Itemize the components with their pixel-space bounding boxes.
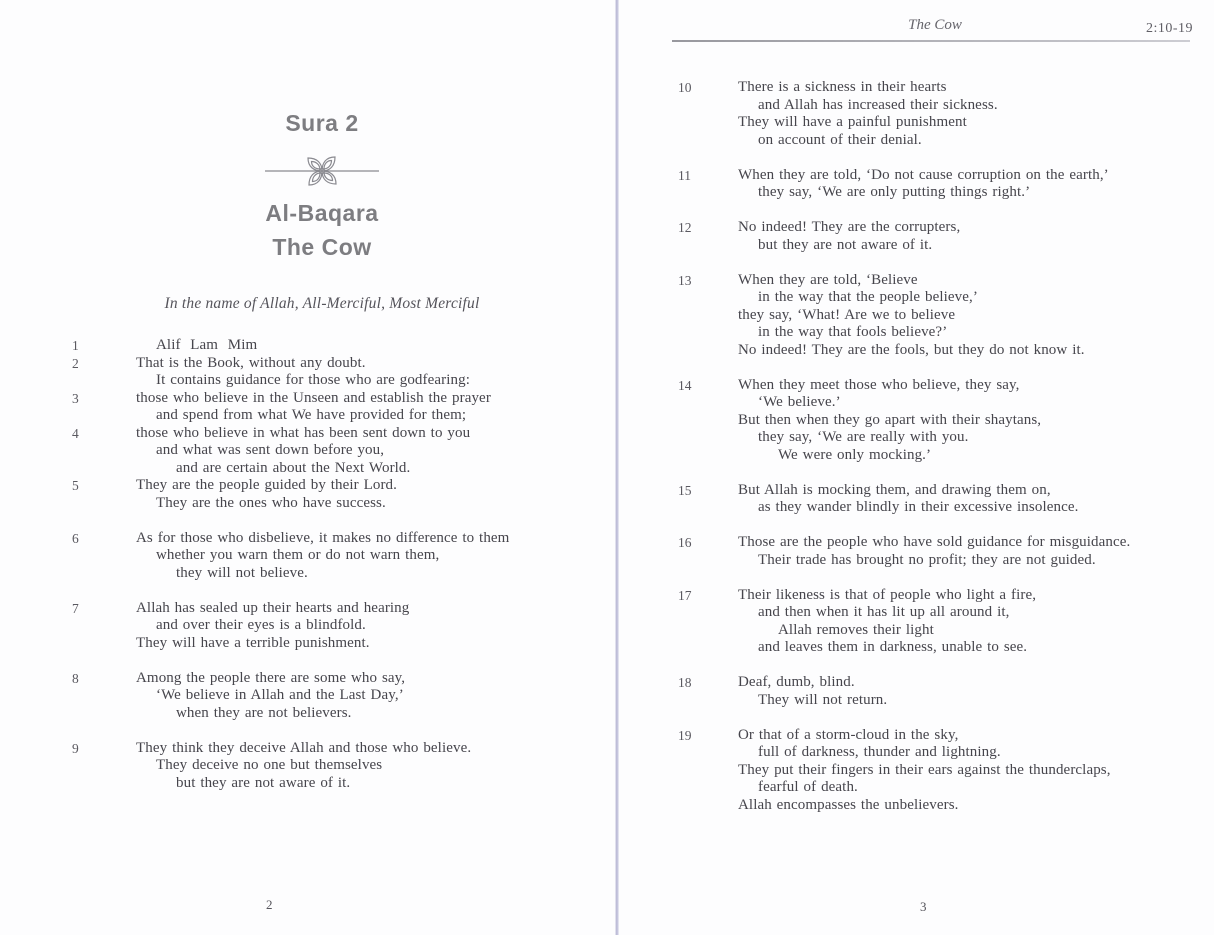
verse-text [136,740,602,793]
verse-row [678,272,1212,360]
verse-row [678,377,1212,465]
verse-row [72,477,602,512]
verse-number: 16 [678,535,692,550]
verse-line: whether you warn them or do not warn them, [156,547,440,563]
verse-line: they will not believe. [176,564,308,581]
verse-text [738,377,1212,465]
verse-line: and Allah has increased their sickness. [758,96,998,113]
verse-line: When they are told, ‘Believe [738,271,918,288]
verse-line: when they are not believers. [176,704,352,721]
verse-text [738,587,1212,657]
verse-row [72,337,602,355]
verse-number: 6 [72,530,79,546]
verse-line: No indeed! They are the fools, but they do not know it. [738,341,1085,358]
verse-line: in the way that the people believe,’ [758,289,978,305]
verse-line: and then when it has lit up all around it, [758,604,1010,620]
verse-line: That is the Book, without any doubt. [136,354,366,371]
verse-line: ‘We believe.’ [758,394,841,410]
verse-number: 15 [678,482,692,498]
verse-line: But then when they go apart with their shaytans, [738,411,1042,428]
book-gutter-line [615,0,619,935]
running-header-title: The Cow [908,17,962,33]
verse-text [738,534,1212,569]
verse-line: Allah has sealed up their hearts and hearing [136,599,410,616]
page-number-right: 3 [920,899,927,914]
verse-row [678,79,1212,149]
verse-number: 3 [72,390,79,406]
verse-row [678,587,1212,657]
verse-line: and spend from what We have provided for them; [156,407,467,423]
verse-number: 17 [678,587,692,603]
verse-line: and over their eyes is a blindfold. [156,617,366,633]
verse-line: Those are the people who have sold guidance for misguidance. [738,534,1131,550]
verse-row [72,425,602,478]
verse-line: When they meet those who believe, they say, [738,376,1020,393]
verse-number: 8 [72,670,79,686]
verse-number: 9 [72,740,79,756]
verse-line: It contains guidance for those who are godfearing: [156,372,470,388]
verse-line: full of darkness, thunder and lightning. [758,744,1001,760]
verse-line: and leaves them in darkness, unable to see. [758,639,1028,655]
verse-text [738,79,1212,149]
verse-number: 5 [72,478,79,493]
verse-text [738,167,1212,202]
verse-text [738,272,1212,360]
verse-row [72,740,602,793]
verse-line: fearful of death. [758,779,858,795]
verse-line: in the way that fools believe?’ [758,324,948,340]
verse-line: Among the people there are some who say, [136,669,406,686]
verse-text [738,482,1212,517]
verse-row [678,219,1212,254]
verse-line: They are the people guided by their Lord. [136,477,398,493]
verse-row [72,390,602,425]
bismillah-line: In the name of Allah, All-Merciful, Most Merciful [164,295,480,312]
page-right [620,0,1214,935]
verse-line: Allah removes their light [778,621,934,638]
verse-line: Their likeness is that of people who light a fire, [738,586,1037,603]
verse-line: There is a sickness in their hearts [738,79,947,95]
verse-text [136,477,602,512]
verse-line: They think they deceive Allah and those who believe. [136,739,472,756]
verse-line: those who believe in the Unseen and establish the prayer [136,389,491,406]
verse-line: they say, ‘We are really with you. [758,429,969,445]
verse-line: Or that of a storm-cloud in the sky, [738,726,959,743]
sura-name-transliteration: Al-Baqara [265,200,379,226]
verse-row [678,482,1212,517]
sura-name-translation: The Cow [272,234,372,260]
verses-column-left [72,337,602,810]
verse-number: 10 [678,80,692,95]
verse-row [678,167,1212,202]
verse-line: They deceive no one but themselves [156,757,383,773]
page-number-left: 2 [266,897,273,912]
verse-number: 1 [72,338,79,353]
verse-number: 19 [678,727,692,743]
verses-column-right [678,79,1212,832]
verse-line: We were only mocking.’ [778,446,932,463]
verse-number: 11 [678,167,691,183]
verse-text [136,355,602,390]
verse-row [72,670,602,723]
verse-line: and what was sent down before you, [156,442,385,458]
verse-line: but they are not aware of it. [176,774,351,791]
verse-text [136,390,602,425]
verse-number: 18 [678,675,692,690]
verse-line: No indeed! They are the corrupters, [738,219,961,235]
verse-text [136,337,602,355]
verse-row [678,727,1212,815]
verse-line: As for those who disbelieve, it makes no difference to them [136,529,510,546]
verse-number: 7 [72,600,79,616]
verse-line: Alif Lam Mim [156,337,258,353]
verse-line: they say, ‘We are only putting things right.’ [758,184,1031,200]
verse-number: 12 [678,220,692,235]
verse-line: Their trade has brought no profit; they are not guided. [758,551,1096,568]
verse-line: and are certain about the Next World. [176,459,411,476]
verse-row [72,355,602,390]
sura-number-heading: Sura 2 [285,110,359,136]
verse-line: They put their fingers in their ears against the thunderclaps, [738,761,1111,778]
verse-line: those who believe in what has been sent down to you [136,424,471,441]
running-header-rule [672,40,1190,42]
verse-line: They will not return. [758,691,888,708]
verse-line: but they are not aware of it. [758,236,933,253]
verse-number: 14 [678,377,692,393]
verse-number: 13 [678,272,692,288]
verse-line: they say, ‘What! Are we to believe [738,306,956,323]
verse-line: Allah encompasses the unbelievers. [738,796,959,813]
verse-text [136,600,602,653]
verse-text [738,674,1212,709]
running-header-verse-range: 2:10-19 [1145,21,1193,36]
verse-line: When they are told, ‘Do not cause corruption on the earth,’ [738,166,1109,183]
sura-ornament-icon [24,148,620,199]
verse-number: 4 [72,425,79,441]
verse-row [72,600,602,653]
verse-line: as they wander blindly in their excessive insolence. [758,499,1079,515]
verse-line: Deaf, dumb, blind. [738,674,855,690]
verse-row [678,534,1212,569]
verse-number: 2 [72,355,79,371]
verse-line: They will have a painful punishment [738,114,967,130]
verse-line: ‘We believe in Allah and the Last Day,’ [156,687,404,703]
verse-line: They will have a terrible punishment. [136,634,370,651]
verse-line: They are the ones who have success. [156,494,386,511]
verse-row [72,530,602,583]
verse-row [678,674,1212,709]
verse-text [136,530,602,583]
verse-text [136,670,602,723]
verse-text [136,425,602,478]
verse-text [738,727,1212,815]
verse-text [738,219,1212,254]
verse-line: But Allah is mocking them, and drawing them on, [738,481,1051,498]
verse-line: on account of their denial. [758,131,922,148]
